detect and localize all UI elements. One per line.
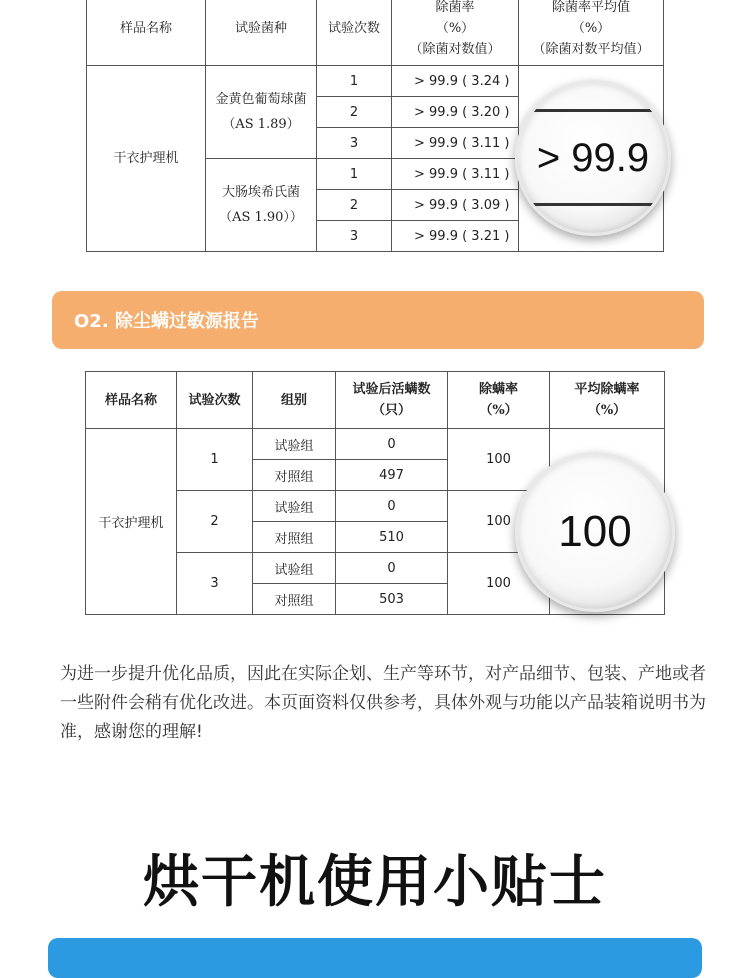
rate-value: > 99.9 ( 3.11 ) — [392, 128, 519, 159]
average-mite-rate-value: 100 — [558, 507, 632, 556]
trial-number: 2 — [317, 190, 392, 221]
group-test: 试验组 — [253, 491, 336, 522]
table-line — [518, 109, 668, 112]
section-title: O2. 除尘螨过敏源报告 — [74, 311, 259, 332]
header-trials: 试验次数 — [177, 372, 253, 429]
trial-number: 1 — [177, 429, 253, 491]
trial-number: 3 — [317, 128, 392, 159]
trial-number: 2 — [317, 97, 392, 128]
mite-count: 0 — [336, 553, 448, 584]
tips-heading: 烘干机使用小贴士 — [143, 850, 607, 915]
disclaimer-note: 为进一步提升优化品质，因此在实际企划、生产等环节，对产品细节、包装、产地或者一些附件会稍有优化改进。本页面资料仅供参考，具体外观与功能以产品装箱说明书为准，感谢您的理解! — [60, 664, 706, 742]
group-test: 试验组 — [253, 553, 336, 584]
trial-number: 1 — [317, 159, 392, 190]
trial-number: 2 — [177, 491, 253, 553]
magnifier-average-mite-rate — [515, 452, 675, 612]
rate-value: > 99.9 ( 3.11 ) — [392, 159, 519, 190]
sample-name: 干衣护理机 — [87, 66, 206, 252]
strain-staph: 金黄色葡萄球菌 （AS 1.89） — [206, 66, 317, 159]
average-rate-value: > 99.9 — [536, 135, 650, 180]
group-test: 试验组 — [253, 429, 336, 460]
group-control: 对照组 — [253, 584, 336, 615]
header-trials: 试验次数 — [317, 0, 392, 66]
sample-name: 干衣护理机 — [86, 429, 177, 615]
header-mite-count: 试验后活螨数 （只） — [336, 372, 448, 429]
mite-rate: 100 — [448, 491, 550, 553]
trial-number: 1 — [317, 66, 392, 97]
header-sample: 样品名称 — [87, 0, 206, 66]
header-rate: 除菌率 （%） （除菌对数值） — [392, 0, 519, 66]
trial-number: 3 — [317, 221, 392, 252]
rate-value: > 99.9 ( 3.21 ) — [392, 221, 519, 252]
section-banner — [52, 291, 704, 349]
mite-rate: 100 — [448, 553, 550, 615]
rate-value: > 99.9 ( 3.09 ) — [392, 190, 519, 221]
group-control: 对照组 — [253, 460, 336, 491]
rate-value: > 99.9 ( 3.20 ) — [392, 97, 519, 128]
trial-number: 3 — [177, 553, 253, 615]
strain-ecoli: 大肠埃希氏菌 （AS 1.90）） — [206, 159, 317, 252]
header-mite-rate: 除螨率 （%） — [448, 372, 550, 429]
header-avg-mite-rate: 平均除螨率 （%） — [550, 372, 665, 429]
mite-rate: 100 — [448, 429, 550, 491]
table-line — [518, 203, 668, 206]
header-sample: 样品名称 — [86, 372, 177, 429]
mite-count: 510 — [336, 522, 448, 553]
header-strain: 试验菌种 — [206, 0, 317, 66]
header-group: 组别 — [253, 372, 336, 429]
mite-count: 503 — [336, 584, 448, 615]
rate-value: > 99.9 ( 3.24 ) — [392, 66, 519, 97]
mite-count: 0 — [336, 491, 448, 522]
mite-count: 497 — [336, 460, 448, 491]
magnifier-average-rate — [515, 80, 671, 236]
group-control: 对照组 — [253, 522, 336, 553]
next-section-banner — [48, 938, 702, 978]
header-avg-rate: 除菌率平均值 （%） （除菌对数平均值） — [519, 0, 664, 66]
mite-count: 0 — [336, 429, 448, 460]
